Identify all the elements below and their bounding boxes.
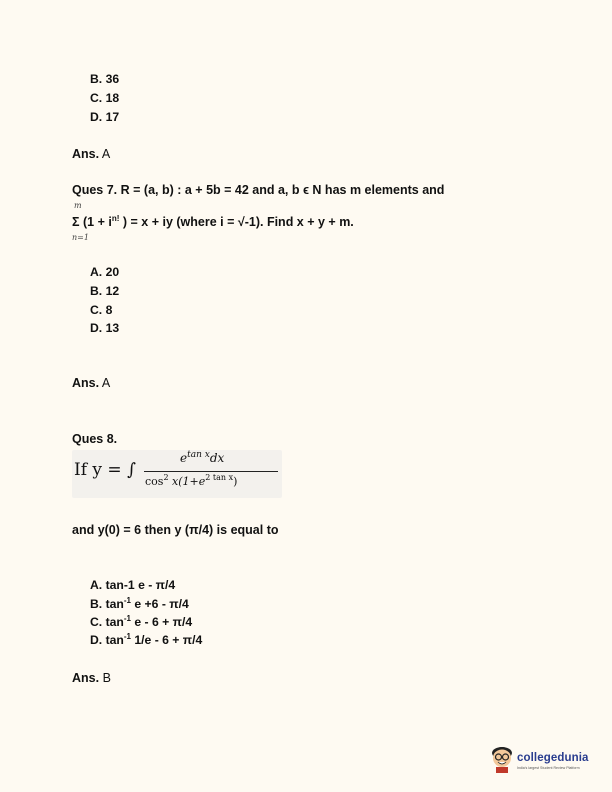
logo-tagline: India's largest Student Review Platform [517,766,580,770]
mascot-icon [489,743,515,773]
q7-option-c: C. 8 [90,303,113,317]
sum-upper-limit: m [74,201,82,210]
answer-value: A [101,147,111,161]
collegedunia-logo [489,743,599,775]
prev-option-d: D. 17 [90,110,120,124]
question-7-sum-line [72,215,354,230]
q8-option-c: C. $\tan^{-1} e - 6 + \pi/4$ [90,614,193,629]
q7-option-d: D. 13 [90,321,120,335]
logo-wordmark: collegedunia [517,752,589,764]
sum-expression: ($1 + i^{n!}$ ) = x + iy (where i = √-1). Find x + y + m. [83,214,354,229]
q8-option-d: D. $\tan^{-1} 1/e - 6 + \pi/4$ [90,632,203,647]
q7-option-b: B. 12 [90,284,120,298]
question-7-text: Ques 7. R = (a, b) : a + 5b = 42 and a, b ϵ N has m elements and [72,183,445,197]
answer-q8: Ans. B [72,671,111,685]
question-8-condition: and y(0) = 6 then y (π/4) is equal to [72,523,279,537]
formula-image [72,450,282,498]
sum-symbol: Σ [72,215,80,229]
q7-option-a: A. 20 [90,265,120,279]
sum-lower-limit: n=1 [72,233,89,242]
prev-option-c: C. 18 [90,91,120,105]
formula-denominator: $\cos^2 x(1+e^{2 tan x})$ [145,473,238,488]
answer-label: Ans. [72,147,100,161]
formula-numerator: $e^{tan x}dx$ [180,450,225,465]
question-8-title: Ques 8. [72,432,118,446]
answer-q7: Ans. A [72,376,111,390]
answer-prev [72,147,110,162]
q8-option-a: A. tan-1 e - π/4 [90,578,176,592]
prev-option-b: B. 36 [90,72,120,86]
formula-lhs: If y = ∫ [74,460,136,480]
fraction-bar [144,471,278,472]
q8-option-b: B. $\tan^{-1} e +6 - \pi/4$ [90,596,189,611]
